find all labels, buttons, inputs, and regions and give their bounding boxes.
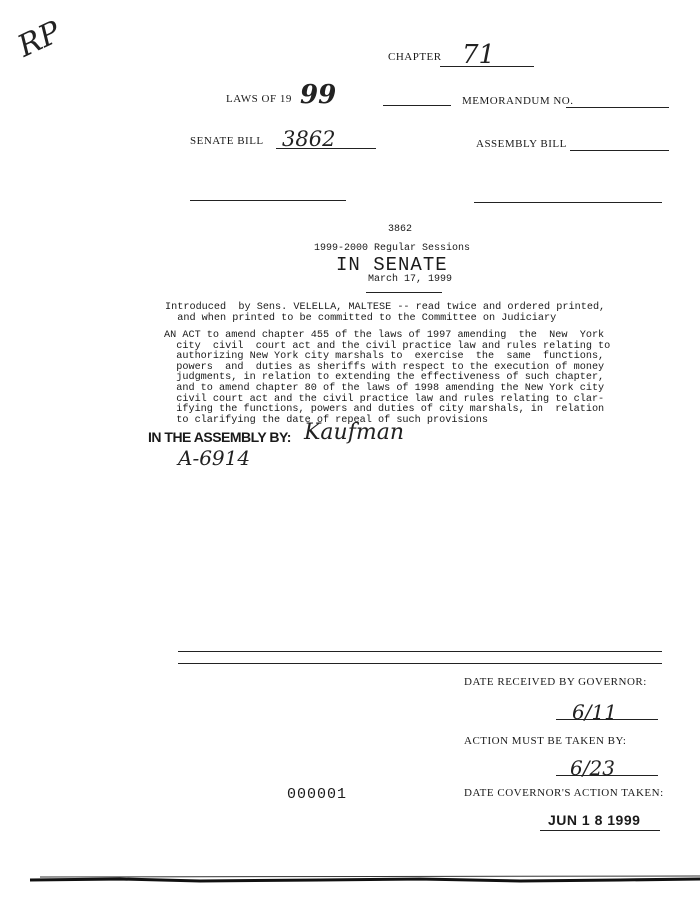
memorandum-label: MEMORANDUM NO.: [462, 95, 574, 107]
date-received-label: DATE RECEIVED BY GOVERNOR:: [464, 676, 647, 688]
introduced-line: Introduced by Sens. VELELLA, MALTESE -- read twice and ordered printed,: [165, 302, 606, 313]
heading-rule: [366, 292, 442, 293]
scan-edge-artifact: [0, 870, 700, 890]
act-line: ifying the functions, powers and duties of city marshals, in relation: [164, 404, 605, 416]
act-line: city civil court act and the civil practice law and rules relating to: [164, 340, 611, 352]
act-line: authorizing New York city marshals to exercise the same functions,: [164, 351, 605, 363]
act-line: and to amend chapter 80 of the laws of 1998 amending the New York city: [164, 382, 605, 394]
governor-rule-1: [178, 651, 662, 652]
introduced-paragraph: [165, 303, 605, 324]
action-by-label: ACTION MUST BE TAKEN BY:: [464, 735, 627, 747]
chapter-line: [440, 66, 534, 67]
memorandum-line: [566, 107, 669, 108]
blank-line-right: [474, 202, 662, 203]
assembly-stamp-label: IN THE ASSEMBLY BY:: [148, 429, 291, 445]
act-line: powers and duties as sheriffs with respect to the execution of money: [164, 361, 605, 373]
act-line: to clarifying the date of repeal of such provisions: [164, 414, 489, 426]
date-received-line: [556, 719, 658, 720]
action-by-value: 6/23: [570, 756, 615, 780]
assembly-bill-number: A-6914: [178, 446, 251, 470]
laws-label: LAWS OF 19: [226, 93, 292, 105]
act-line: civil court act and the civil practice law and rules relating to clar-: [164, 393, 605, 405]
act-line: AN ACT to amend chapter 455 of the laws of 1997 amending the New York: [164, 330, 605, 341]
bill-session: 1999-2000 Regular Sessions: [314, 243, 471, 254]
governor-rule-2: [178, 663, 662, 664]
action-by-line: [556, 775, 658, 776]
senate-bill-value: 3862: [282, 127, 336, 151]
chapter-label: CHAPTER: [388, 51, 442, 63]
senate-bill-line: [276, 148, 376, 149]
action-taken-stamp: JUN 1 8 1999: [548, 812, 641, 828]
laws-year: 99: [300, 80, 337, 110]
bill-date: March 17, 1999: [368, 274, 453, 285]
date-received-value: 6/11: [572, 700, 617, 724]
act-paragraph: [164, 331, 610, 426]
action-taken-line: [540, 830, 660, 831]
assembly-sponsor: Kaufman: [304, 420, 405, 445]
assembly-bill-line: [570, 150, 669, 151]
bill-number: 3862: [388, 224, 413, 235]
laws-line-right: [383, 105, 451, 106]
act-line: judgments, in relation to extending the effectiveness of such chapter,: [164, 372, 605, 384]
blank-line-left: [190, 200, 346, 201]
action-taken-label: DATE COVERNOR'S ACTION TAKEN:: [464, 787, 664, 799]
chapter-value: 71: [462, 40, 496, 70]
senate-bill-label: SENATE BILL: [190, 135, 264, 147]
page-number: 000001: [287, 786, 348, 803]
introduced-line: and when printed to be committed to the Committee on Judiciary: [165, 312, 557, 324]
assembly-bill-label: ASSEMBLY BILL: [476, 138, 567, 150]
bill-house: IN SENATE: [336, 254, 448, 276]
corner-initials: RP: [12, 14, 67, 65]
